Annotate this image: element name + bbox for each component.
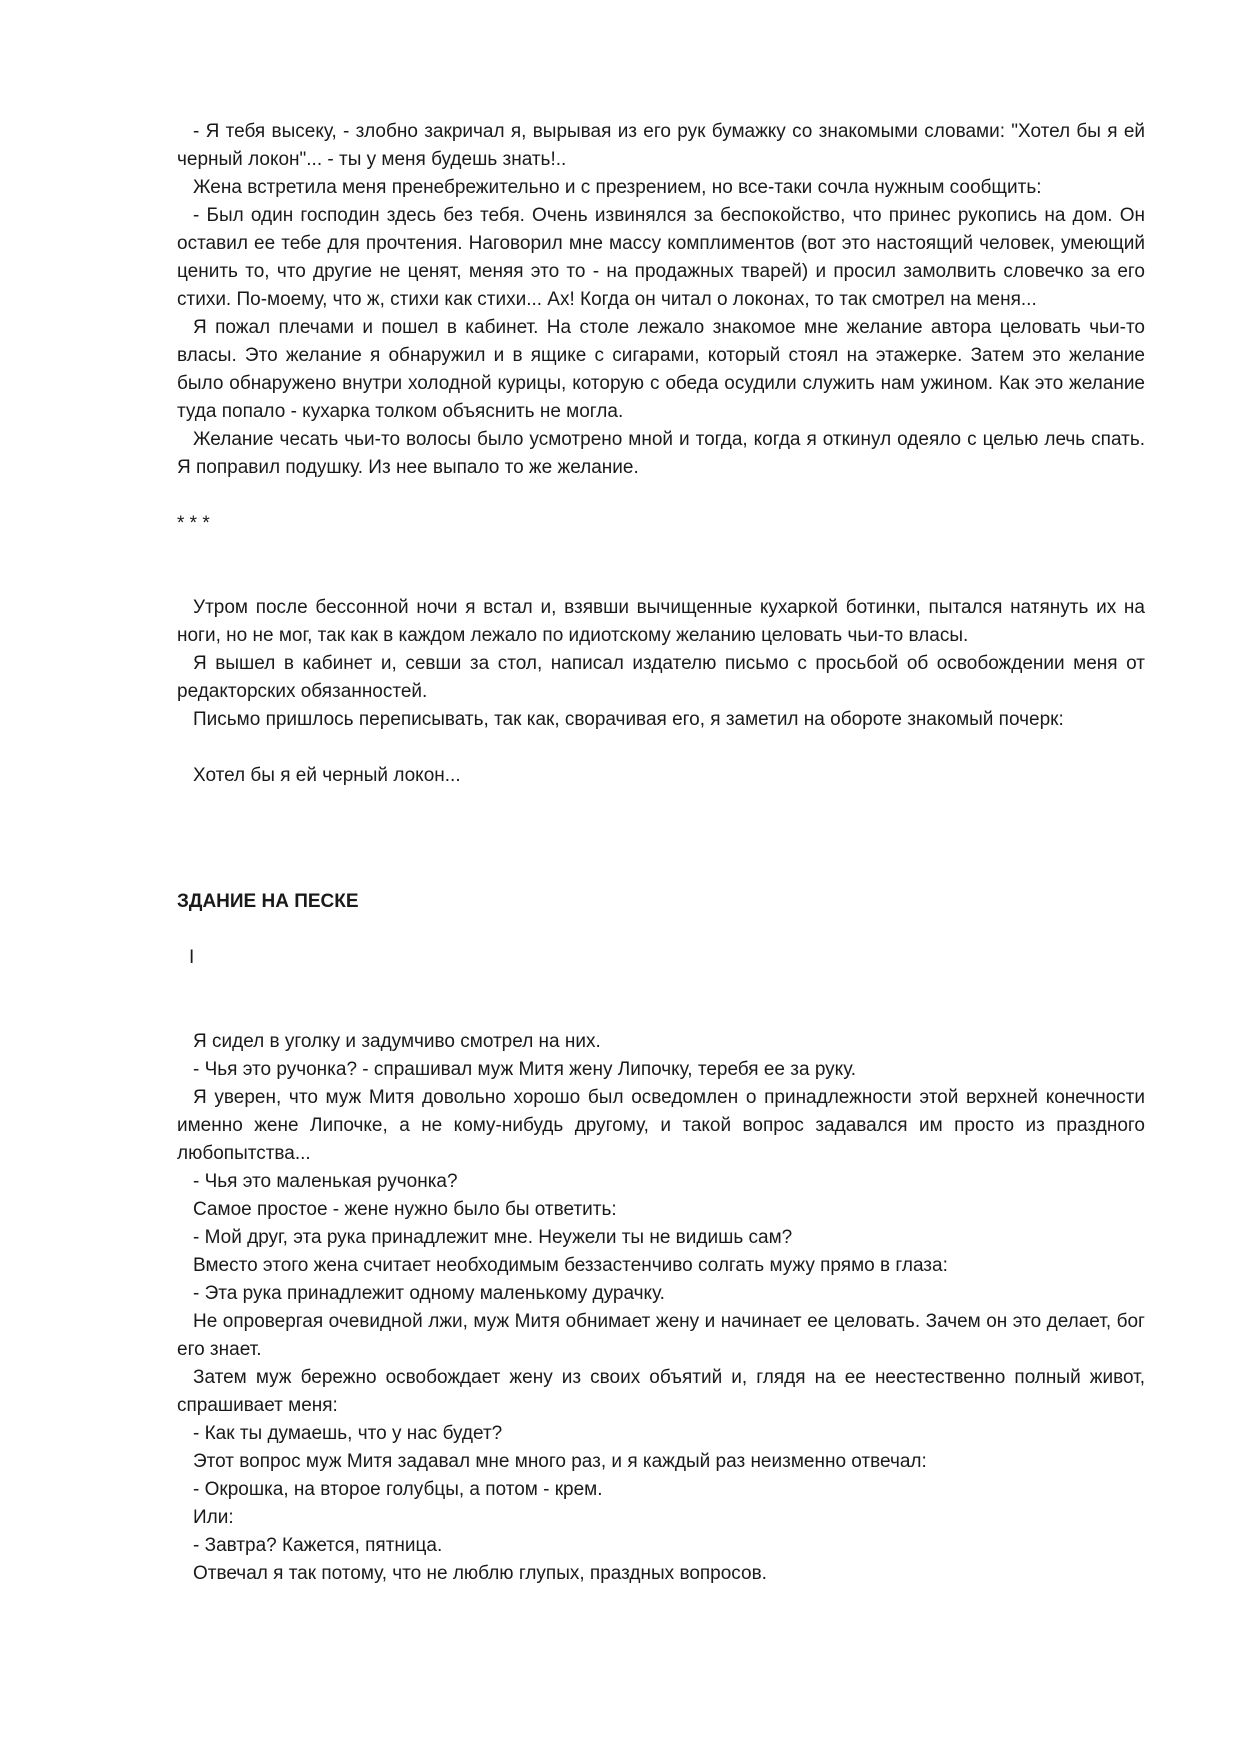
paragraph: Вместо этого жена считает необходимым беззастенчиво солгать мужу прямо в глаза: bbox=[193, 1255, 948, 1276]
paragraph: - Завтра? Кажется, пятница. bbox=[193, 1535, 443, 1556]
document-page bbox=[177, 118, 1145, 1588]
paragraph: Затем муж бережно освобождает жену из своих объятий и, глядя на ее неестественно полный живот, спрашивает меня: bbox=[177, 1367, 1145, 1416]
paragraph: Жена встретила меня пренебрежительно и с презрением, но все-таки сочла нужным сообщить: bbox=[193, 177, 1042, 198]
section-heading: ЗДАНИЕ НА ПЕСКЕ bbox=[177, 891, 359, 912]
section-separator: * * * bbox=[177, 513, 210, 534]
paragraph: Не опровергая очевидной лжи, муж Митя обнимает жену и начинает ее целовать. Зачем он это делает, бог его знает. bbox=[177, 1311, 1145, 1360]
quote-line: Хотел бы я ей черный локон... bbox=[193, 765, 461, 786]
paragraph: Желание чесать чьи-то волосы было усмотрено мной и тогда, когда я откинул одеяло с целью лечь спать. Я поправил подушку. Из нее выпало то же желание. bbox=[177, 429, 1145, 478]
paragraph: - Как ты думаешь, что у нас будет? bbox=[193, 1423, 503, 1444]
paragraph: Я сидел в уголку и задумчиво смотрел на них. bbox=[193, 1031, 601, 1052]
paragraph: Утром после бессонной ночи я встал и, взявши вычищенные кухаркой ботинки, пытался натянуть их на ноги, но не мог, так как в каждом лежало по идиотскому желанию целовать чьи-то власы. bbox=[177, 597, 1145, 646]
paragraph: Или: bbox=[193, 1507, 234, 1528]
paragraph: Этот вопрос муж Митя задавал мне много раз, и я каждый раз неизменно отвечал: bbox=[193, 1451, 927, 1472]
paragraph: - Чья это ручонка? - спрашивал муж Митя жену Липочку, теребя ее за руку. bbox=[193, 1059, 857, 1080]
paragraph: - Эта рука принадлежит одному маленькому дурачку. bbox=[193, 1283, 665, 1304]
paragraph: - Чья это маленькая ручонка? bbox=[193, 1171, 458, 1192]
paragraph: Самое простое - жене нужно было бы ответить: bbox=[193, 1199, 617, 1220]
chapter-number: I bbox=[189, 947, 195, 968]
paragraph: Я пожал плечами и пошел в кабинет. На столе лежало знакомое мне желание автора целовать чьи-то власы. Это желание я обнаружил и в ящике с сигарами, который стоял на этажерке. Затем это желание было обнаружено внутри холодной курицы, которую с обеда осудили служить нам ужином. Как это желание туда попало - кухарка толком объяснить не могла. bbox=[177, 317, 1145, 422]
paragraph: - Окрошка, на второе голубцы, а потом - крем. bbox=[193, 1479, 603, 1500]
paragraph: Отвечал я так потому, что не люблю глупых, праздных вопросов. bbox=[193, 1563, 767, 1584]
paragraph: - Был один господин здесь без тебя. Очень извинялся за беспокойство, что принес рукопись на дом. Он оставил ее тебе для прочтения. Наговорил мне массу комплиментов (вот это настоящий человек, умеющий ценить то, что другие не ценят, меняя это то - на продажных тварей) и просил замолвить словечко за его стихи. По-моему, что ж, стихи как стихи... Ах! Когда он читал о локонах, то так смотрел на меня... bbox=[177, 205, 1145, 310]
paragraph: Письмо пришлось переписывать, так как, сворачивая его, я заметил на обороте знакомый почерк: bbox=[193, 709, 1064, 730]
paragraph: - Я тебя высеку, - злобно закричал я, вырывая из его рук бумажку со знакомыми словами: "Хотел бы я ей черный локон"... - ты у меня будешь знать!.. bbox=[177, 121, 1145, 170]
paragraph: Я уверен, что муж Митя довольно хорошо был осведомлен о принадлежности этой верхней конечности именно жене Липочке, а не кому-нибудь другому, и такой вопрос задавался им просто из праздного любопытства... bbox=[177, 1087, 1145, 1164]
paragraph: - Мой друг, эта рука принадлежит мне. Неужели ты не видишь сам? bbox=[193, 1227, 793, 1248]
paragraph: Я вышел в кабинет и, севши за стол, написал издателю письмо с просьбой об освобождении меня от редакторских обязанностей. bbox=[177, 653, 1145, 702]
